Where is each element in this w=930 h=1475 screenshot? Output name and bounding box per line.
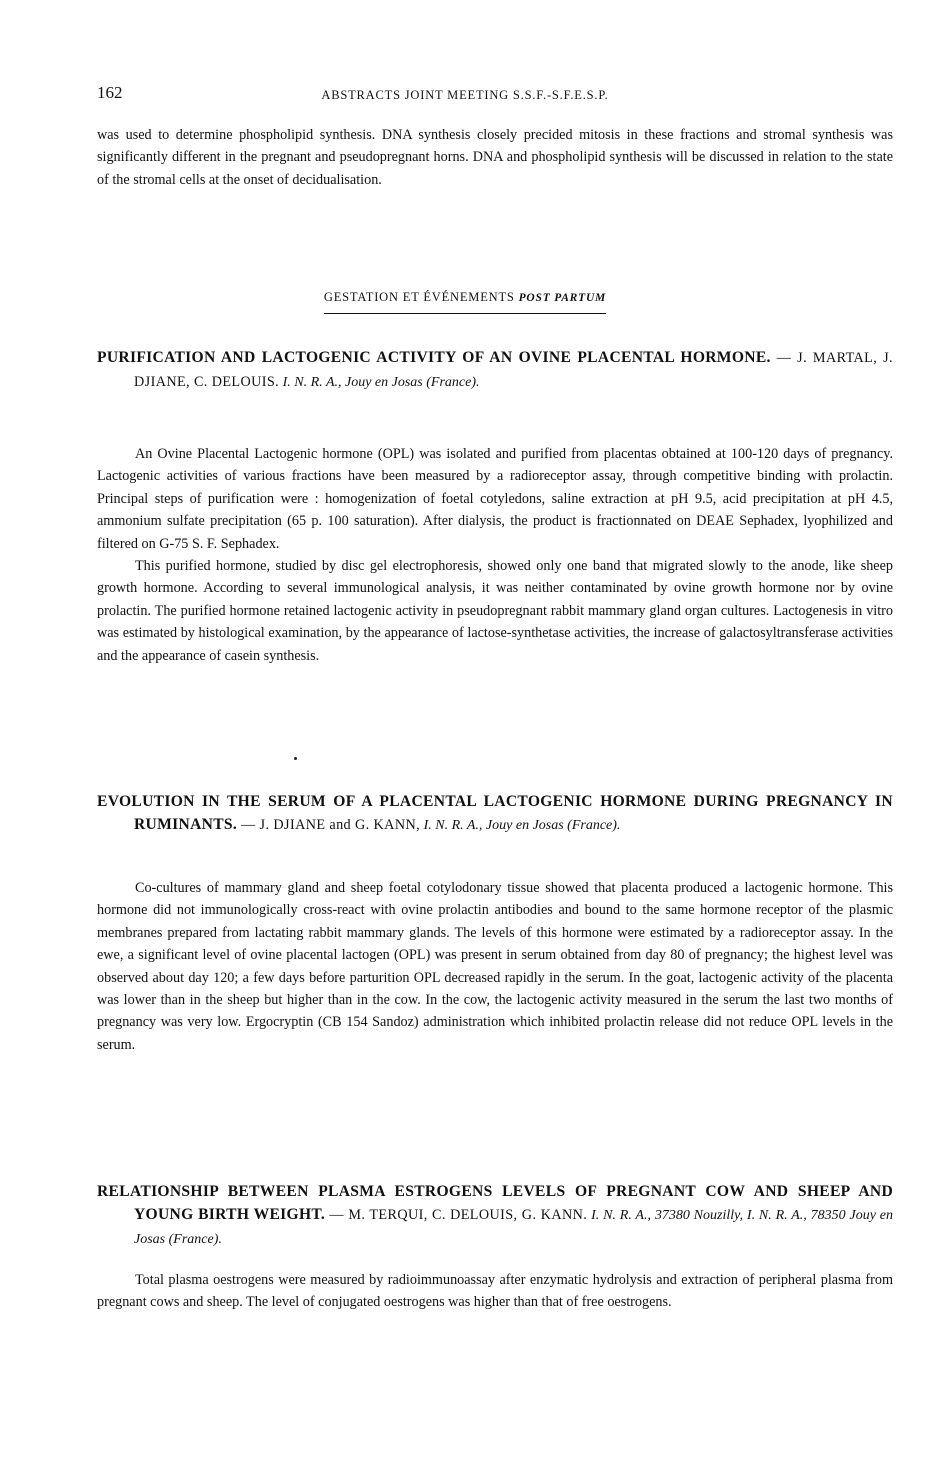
article-1-paragraph-1: An Ovine Placental Lactogenic hormone (OPL) was isolated and purified from placentas obtained at 100-120 days of pregnancy. Lactogenic activities of various fractions have been measured by a radioreceptor assay, through competitive binding with prolactin. Principal steps of purification were : homogenization of foetal cotyledons, saline extraction at pH 9.5, acid precipitation at pH 4.5, ammonium sulfate precipitation (65 p. 100 saturation). After dialysis, the product is fractionnated on DEAE Sephadex, lyophilized and filtered on G-75 S. F. Sephadex. [97, 446, 893, 552]
article-1-paragraph-2: This purified hormone, studied by disc gel electrophoresis, showed only one band that migrated slowly to the anode, like sheep growth hormone. According to several immunological analysis, it was neither contaminated by ovine growth hormone nor by ovine prolactin. The purified hormone retained lactogenic activity in pseudopregnant rabbit mammary gland organ cultures. Lactogenesis in vitro was estimated by histological examination, by the appearance of lactose-synthetase activities, the increase of galactosyltransferase activities and the appearance of casein synthesis. [97, 558, 893, 664]
article-3-paragraph-1: Total plasma oestrogens were measured by radioimmunoassay after enzymatic hydrolysis and extraction of peripheral plasma from pregnant cows and sheep. The level of conjugated oestrogens was higher than that of free oestrogens. [97, 1272, 893, 1311]
article-2-authors: — J. DJIANE and G. KANN, [237, 817, 421, 833]
article-1-authors: — J. MARTAL, J. DJIANE, C. DELOUIS. [134, 350, 893, 390]
article-3-body [97, 1269, 893, 1314]
section-heading-underline [324, 290, 606, 314]
section-heading [0, 290, 930, 314]
article-3-title-text: RELATIONSHIP BETWEEN PLASMA ESTROGENS LEVELS OF PREGNANT COW AND SHEEP AND YOUNG BIRTH WEIGHT. [97, 1183, 893, 1223]
article-3-title [97, 1180, 893, 1251]
intro-paragraph [97, 124, 893, 191]
article-2-paragraph-1: Co-cultures of mammary gland and sheep foetal cotylodonary tissue showed that placenta produced a lactogenic hormone. This hormone did not immunologically cross-react with ovine prolactin antibodies and bound to the same hormone receptor of the plasmic membranes prepared from lactating rabbit mammary glands. The levels of this hormone were estimated by a radioreceptor assay. In the ewe, a significant level of ovine placental lactogen (OPL) was present in serum obtained from day 80 of pregnancy; the highest level was observed about day 120; a few days before parturition OPL decreased rapidly in the serum. In the goat, lactogenic activity of the placenta was lower than in the sheep but higher than in the cow. In the cow, the lactogenic activity measured in the serum the last two months of pregnancy was very low. Ergocryptin (CB 154 Sandoz) administration which inhibited prolactin release did not reduce OPL levels in the serum. [97, 880, 893, 1053]
article-1-body [97, 443, 893, 667]
article-1-title-text: PURIFICATION AND LACTOGENIC ACTIVITY OF AN OVINE PLACENTAL HORMONE. [97, 349, 771, 366]
article-2-affiliation: I. N. R. A., Jouy en Josas (France). [420, 818, 621, 833]
section-heading-italic: POST PARTUM [518, 292, 607, 304]
article-2-title-text: EVOLUTION IN THE SERUM OF A PLACENTAL LACTOGENIC HORMONE DURING PREGNANCY IN RUMINANTS. [97, 793, 893, 833]
article-2-title [97, 790, 893, 837]
article-1-title [97, 346, 893, 394]
running-header: ABSTRACTS JOINT MEETING S.S.F.-S.F.E.S.P. [321, 88, 609, 102]
intro-paragraph-text: was used to determine phospholipid synthesis. DNA synthesis closely precided mitosis in these fractions and stromal synthesis was significantly different in the pregnant and pseudopregnant horns. DNA and phospholipid synthesis will be discussed in relation to the state of the stromal cells at the onset of decidualisation. [97, 127, 893, 188]
article-3-authors: — M. TERQUI, C. DELOUIS, G. KANN. [325, 1207, 588, 1223]
page-number: 162 [97, 83, 123, 102]
article-3-affiliation: I. N. R. A., 37380 Nouzilly, I. N. R. A., 78350 Jouy en Josas (France). [134, 1208, 893, 1247]
stray-dot [294, 757, 297, 760]
article-1-affiliation: I. N. R. A., Jouy en Josas (France). [279, 375, 480, 390]
section-heading-text: GESTATION ET ÉVÉNEMENTS [323, 290, 515, 304]
article-2-body [97, 877, 893, 1056]
